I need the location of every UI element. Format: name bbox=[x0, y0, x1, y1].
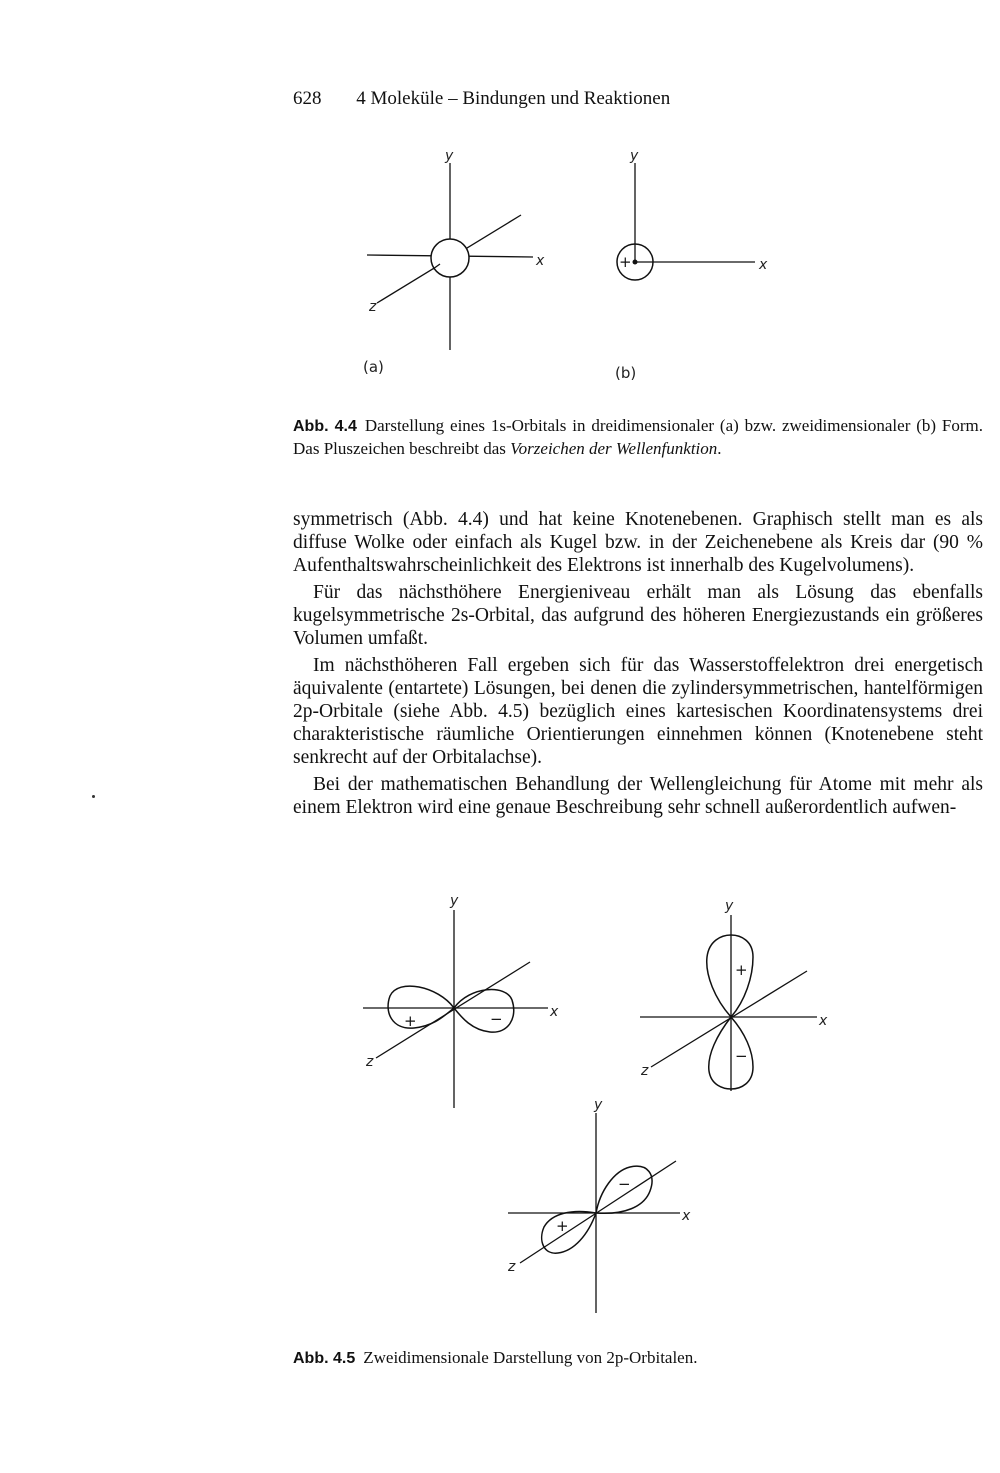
minus-sign: − bbox=[618, 1175, 631, 1193]
running-header bbox=[293, 88, 670, 110]
minus-sign: − bbox=[490, 1010, 503, 1028]
figure-caption-4-5 bbox=[293, 1347, 983, 1370]
x-axis-label: x bbox=[759, 257, 768, 273]
caption-text: Darstellung eines 1s-Orbitals in dreidimensionaler (a) bzw. zweidimensionaler (b) Form. Das Pluszeichen beschreibt das bbox=[293, 416, 983, 458]
y-axis-label: y bbox=[594, 1097, 603, 1113]
plus-sign: + bbox=[619, 253, 632, 271]
body-text bbox=[293, 508, 983, 823]
figure-1s-3d bbox=[355, 145, 565, 380]
negative-lobe bbox=[454, 990, 514, 1033]
x-axis-label: x bbox=[550, 1004, 559, 1020]
z-axis-label: z bbox=[641, 1063, 649, 1079]
z-axis-label: z bbox=[366, 1054, 374, 1070]
panel-a-label: (a) bbox=[363, 358, 384, 376]
plus-sign: + bbox=[404, 1012, 417, 1030]
figure-caption-4-4 bbox=[293, 415, 983, 460]
py-orbital-drawing bbox=[635, 895, 845, 1095]
nucleus-dot bbox=[633, 260, 638, 265]
positive-lobe bbox=[388, 986, 454, 1028]
plus-sign: + bbox=[735, 961, 748, 979]
positive-lobe bbox=[542, 1212, 596, 1254]
x-axis-label: x bbox=[682, 1208, 691, 1224]
z-axis-label: z bbox=[508, 1259, 516, 1275]
pz-orbital-drawing bbox=[500, 1095, 710, 1315]
figure-1s-2d-drawing bbox=[600, 145, 800, 385]
caption-number: Abb. 4.5 bbox=[293, 1350, 356, 1367]
figure-1s-2d bbox=[600, 145, 800, 385]
x-axis-label: x bbox=[536, 253, 545, 269]
chapter-title: 4 Moleküle – Bindungen und Reaktionen bbox=[356, 88, 671, 109]
z-axis-label: z bbox=[369, 299, 377, 315]
caption-number: Abb. 4.4 bbox=[293, 418, 357, 435]
z-axis bbox=[520, 1161, 676, 1263]
figure-1s-3d-drawing bbox=[355, 145, 565, 380]
y-axis-label: y bbox=[630, 148, 639, 164]
caption-text: Zweidimensionale Darstellung von 2p-Orbitalen. bbox=[363, 1348, 698, 1367]
paragraph: symmetrisch (Abb. 4.4) und hat keine Knotenebenen. Graphisch stellt man es als diffuse Wolke oder einfach als Kugel bzw. in der Zeichenebene als Kreis dar (90 % Aufenthaltswahrscheinlichkeit des Elektrons ist innerhalb des Kugelvolumens). bbox=[293, 509, 983, 576]
figure-px-orbital bbox=[358, 890, 568, 1115]
minus-sign: − bbox=[735, 1047, 748, 1065]
paragraph: Für das nächsthöhere Energieniveau erhält man als Lösung das ebenfalls kugelsymmetrische 2s-Orbital, das aufgrund des höheren Energiezustands ein größeres Volumen umfaßt. bbox=[293, 582, 983, 649]
z-axis bbox=[376, 962, 530, 1058]
paragraph: Im nächsthöheren Fall ergeben sich für das Wasserstoffelektron drei energetisch äquivalente (entartete) Lösungen, bei denen die zylindersymmetrischen, hantelförmigen 2p-Orbitale (siehe Abb. 4.5) bezüglich eines kartesischen Koordinatensystems drei charakteristische räumliche Orientierungen einnehmen können (Knotenebene steht senkrecht auf der Orbitalachse). bbox=[293, 655, 983, 768]
panel-b-label: (b) bbox=[615, 364, 637, 382]
caption-italic: Vorzeichen der Wellenfunktion bbox=[510, 439, 718, 458]
x-axis-label: x bbox=[819, 1013, 828, 1029]
caption-end: . bbox=[717, 439, 722, 458]
paragraph: Bei der mathematischen Behandlung der Wellengleichung für Atome mit mehr als einem Elektron wird eine genaue Beschreibung sehr schnell außerordentlich aufwen- bbox=[293, 774, 983, 818]
figure-py-orbital bbox=[635, 895, 845, 1095]
y-axis-label: y bbox=[450, 893, 459, 909]
s-orbital-sphere bbox=[431, 239, 469, 277]
y-axis-label: y bbox=[445, 148, 454, 164]
px-orbital-drawing bbox=[358, 890, 568, 1115]
plus-sign: + bbox=[556, 1217, 569, 1235]
page-number: 628 bbox=[293, 88, 322, 109]
stray-dot bbox=[92, 795, 95, 798]
figure-pz-orbital bbox=[500, 1095, 710, 1315]
y-axis-label: y bbox=[725, 898, 734, 914]
